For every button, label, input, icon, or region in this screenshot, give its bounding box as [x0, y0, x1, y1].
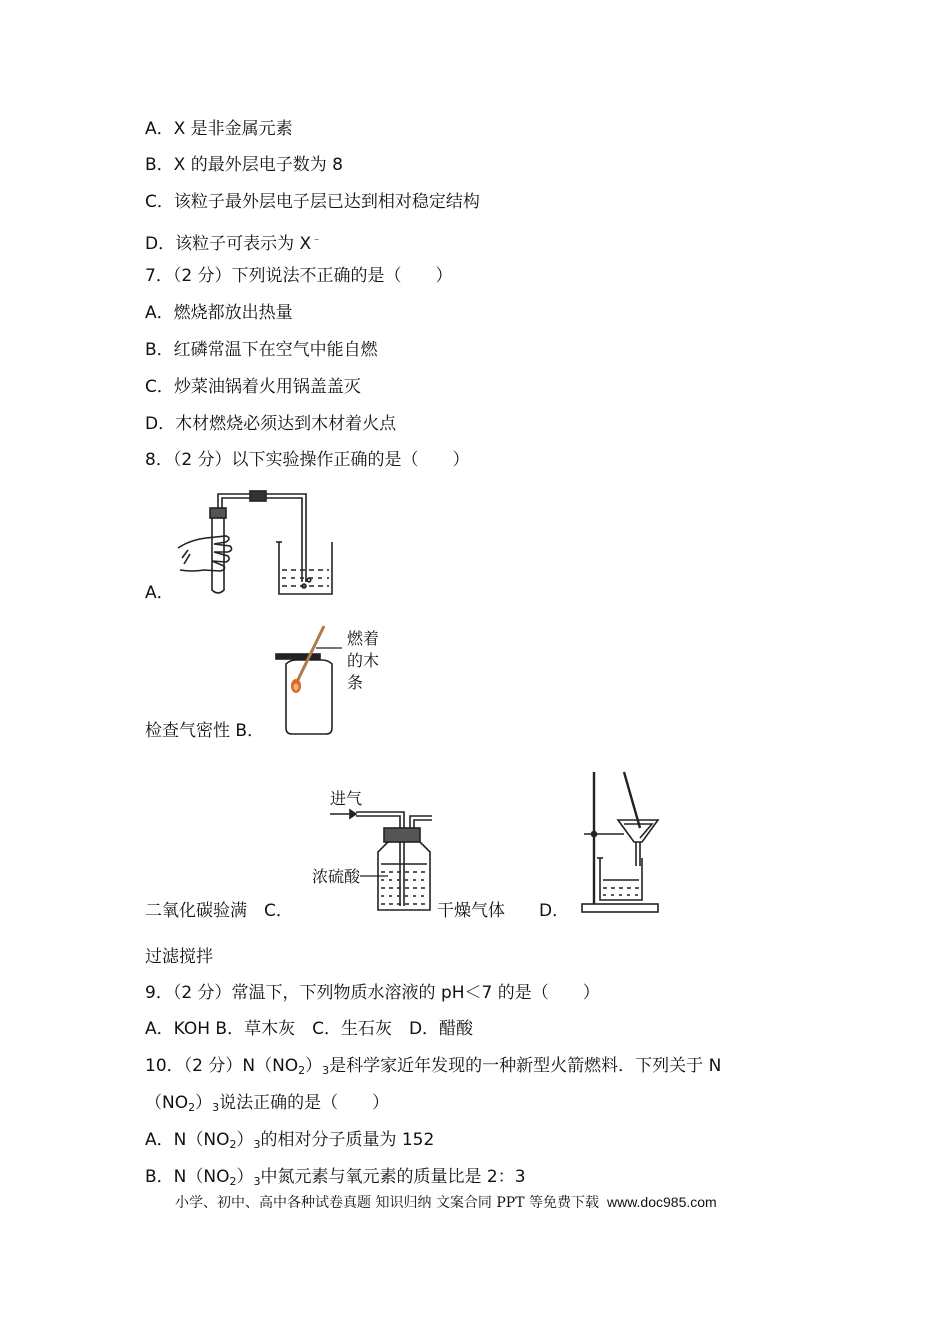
q9-stem: 9．（2 分）常温下，下列物质水溶液的 pH＜7 的是（ ）	[145, 983, 600, 1003]
gas-inlet-label: 进气	[330, 789, 363, 808]
q8-caption-c-d: 干燥气体 D．	[437, 901, 570, 921]
q10-option-b-sub: 2	[229, 1175, 237, 1188]
airtightness-check-figure	[176, 486, 336, 600]
q7-option-b: B．红磷常温下在空气中能自燃	[145, 340, 378, 360]
q10-option-b-part: B．N（NO	[145, 1167, 230, 1187]
q8-caption-d: 过滤搅拌	[145, 947, 213, 967]
q10-option-a-part: A．N（NO	[145, 1130, 230, 1150]
q10-stem-part: 说法正确的是（ ）	[219, 1093, 390, 1113]
q6-option-a: A．X 是非金属元素	[145, 119, 293, 139]
q10-stem-part: 是科学家近年发现的一种新型火箭燃料．下列关于 N	[329, 1056, 722, 1076]
q10-stem-line2	[145, 1092, 389, 1119]
q6-option-c: C．该粒子最外层电子层已达到相对稳定结构	[145, 192, 480, 212]
q8-stem: 8．（2 分）以下实验操作正确的是（ ）	[145, 450, 470, 470]
q8-caption-a-b: 检查气密性 B．	[145, 721, 265, 741]
filtration-figure	[578, 770, 660, 916]
q10-option-a-sub: 3	[253, 1138, 261, 1151]
q10-stem-part: （NO	[145, 1093, 189, 1113]
q10-stem-part: ）	[305, 1056, 323, 1076]
q10-option-b-part: 中氮元素与氧元素的质量比是 2：3	[260, 1167, 526, 1187]
q9-options: A．KOH B．草木灰 C．生石灰 D．醋酸	[145, 1019, 474, 1039]
footer-text: 小学、初中、高中各种试卷真题 知识归纳 文案合同 PPT 等免费下载	[175, 1195, 599, 1211]
q10-stem-part: ）	[195, 1093, 213, 1113]
burning-stick-label: 燃着 的木 条	[347, 629, 380, 692]
q6-option-b: B．X 的最外层电子数为 8	[145, 155, 343, 175]
q10-option-a-part: 的相对分子质量为 152	[260, 1130, 435, 1150]
q8-caption-b-c: 二氧化碳验满 C．	[145, 901, 293, 921]
gas-drying-bottle-figure	[326, 806, 438, 916]
q10-stem-sub: 3	[212, 1101, 220, 1114]
sulfuric-acid-label: 浓硫酸	[312, 867, 361, 886]
q10-option-a	[145, 1129, 434, 1156]
q10-option-b-part: ）	[236, 1167, 254, 1187]
q6-option-d-text: D．该粒子可表示为 X	[145, 234, 312, 254]
q6-option-d	[145, 228, 322, 255]
q10-stem-sub: 3	[322, 1064, 330, 1077]
q8-option-a-label: A．	[145, 583, 174, 603]
q10-stem-sub: 2	[188, 1101, 196, 1114]
footer-url[interactable]: www.doc985.com	[606, 1194, 717, 1210]
q10-stem-sub: 2	[298, 1064, 306, 1077]
q6-option-d-charge: ﹣	[311, 232, 323, 245]
q10-stem-part: 10．（2 分）N（NO	[145, 1056, 299, 1076]
q10-option-a-part: ）	[236, 1130, 254, 1150]
q10-option-b	[145, 1166, 526, 1193]
q7-stem: 7．（2 分）下列说法不正确的是（ ）	[145, 266, 453, 286]
page-footer	[175, 1192, 717, 1212]
q7-option-c: C．炒菜油锅着火用锅盖盖灭	[145, 377, 361, 397]
q7-option-d: D．木材燃烧必须达到木材着火点	[145, 414, 397, 434]
q10-option-a-sub: 2	[229, 1138, 237, 1151]
q10-stem-line1	[145, 1055, 721, 1082]
q7-option-a: A．燃烧都放出热量	[145, 303, 293, 323]
q10-option-b-sub: 3	[253, 1175, 261, 1188]
co2-full-test-figure	[272, 624, 342, 736]
